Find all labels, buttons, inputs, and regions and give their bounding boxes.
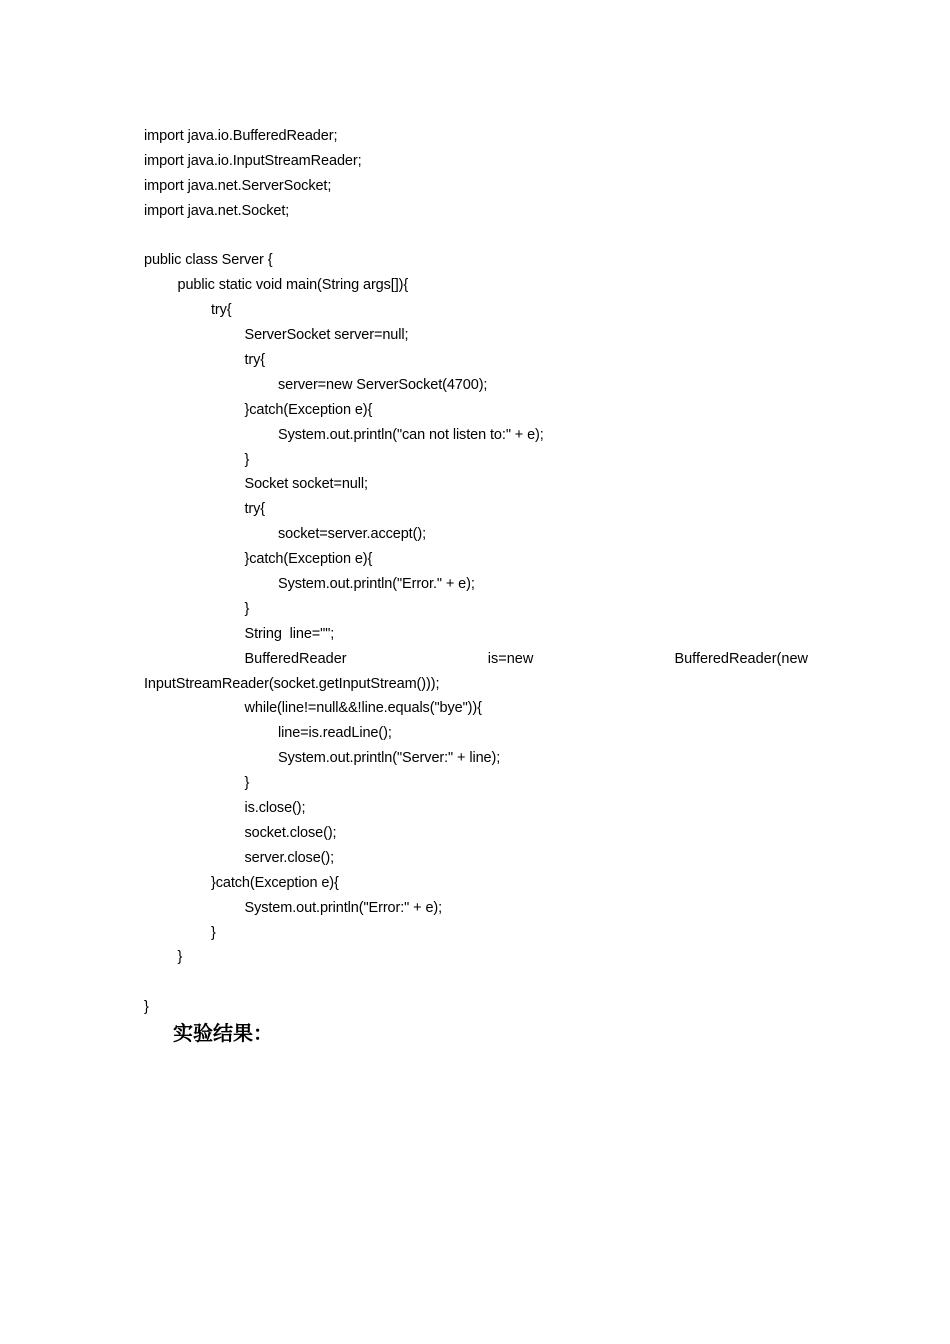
code-line-println-error-colon: System.out.println("Error:" + e); (244, 899, 443, 916)
blank-line (144, 970, 808, 995)
code-line-import-socket: import java.net.Socket; (144, 202, 290, 219)
code-line-outer-catch: }catch(Exception e){ (211, 874, 339, 891)
code-line-close-brace: } (244, 775, 250, 792)
code-line-server-close: server.close(); (244, 849, 335, 866)
code-line-bufferedreader-declaration (144, 647, 808, 672)
code-line-main-method: public static void main(String args[]){ (177, 277, 409, 294)
code-line-string-declaration: String line=""; (244, 625, 335, 642)
code-line-import-bufferedreader: import java.io.BufferedReader; (144, 128, 338, 144)
code-line-accept: socket=server.accept(); (278, 526, 426, 543)
code-line-is-close: is.close(); (244, 800, 306, 817)
code-token-assignment: is=new (487, 650, 534, 667)
code-line-println-server: System.out.println("Server:" + line); (278, 750, 501, 767)
code-line-close-brace: } (177, 949, 183, 966)
code-line-catch: }catch(Exception e){ (244, 401, 373, 418)
code-token-constructor: BufferedReader(new (674, 650, 808, 667)
code-line-outer-try: try{ (211, 302, 232, 319)
code-line-import-inputstreamreader: import java.io.InputStreamReader; (144, 152, 362, 169)
code-line-catch: }catch(Exception e){ (244, 551, 373, 568)
code-line-while: while(line!=null&&!line.equals("bye")){ (244, 700, 482, 717)
code-line-println-error: System.out.println("Error." + e); (278, 576, 475, 593)
code-line-readline: line=is.readLine(); (278, 725, 392, 742)
code-line-socket-declaration: Socket socket=null; (244, 476, 368, 493)
code-line-close-brace: } (244, 451, 250, 468)
blank-line (144, 224, 808, 249)
section-heading-experiment-results: 实验结果： (173, 1021, 273, 1045)
code-line-try: try{ (244, 501, 266, 518)
java-server-code (144, 124, 808, 1020)
code-line-server-new: server=new ServerSocket(4700); (278, 376, 488, 393)
code-line-import-serversocket: import java.net.ServerSocket; (144, 177, 332, 194)
code-line-server-declaration: ServerSocket server=null; (244, 327, 409, 344)
code-line-class-declaration: public class Server { (144, 252, 273, 269)
code-line-close-brace: } (244, 600, 250, 617)
code-line-inputstreamreader-wrap: InputStreamReader(socket.getInputStream())); (144, 675, 440, 692)
code-line-socket-close: socket.close(); (244, 824, 337, 841)
code-line-try: try{ (244, 352, 266, 369)
code-line-close-brace: } (211, 924, 216, 941)
code-line-println-listen: System.out.println("can not listen to:" + e); (278, 426, 544, 443)
code-line-class-close-brace: } (144, 999, 149, 1016)
code-token-type: BufferedReader (244, 650, 347, 667)
